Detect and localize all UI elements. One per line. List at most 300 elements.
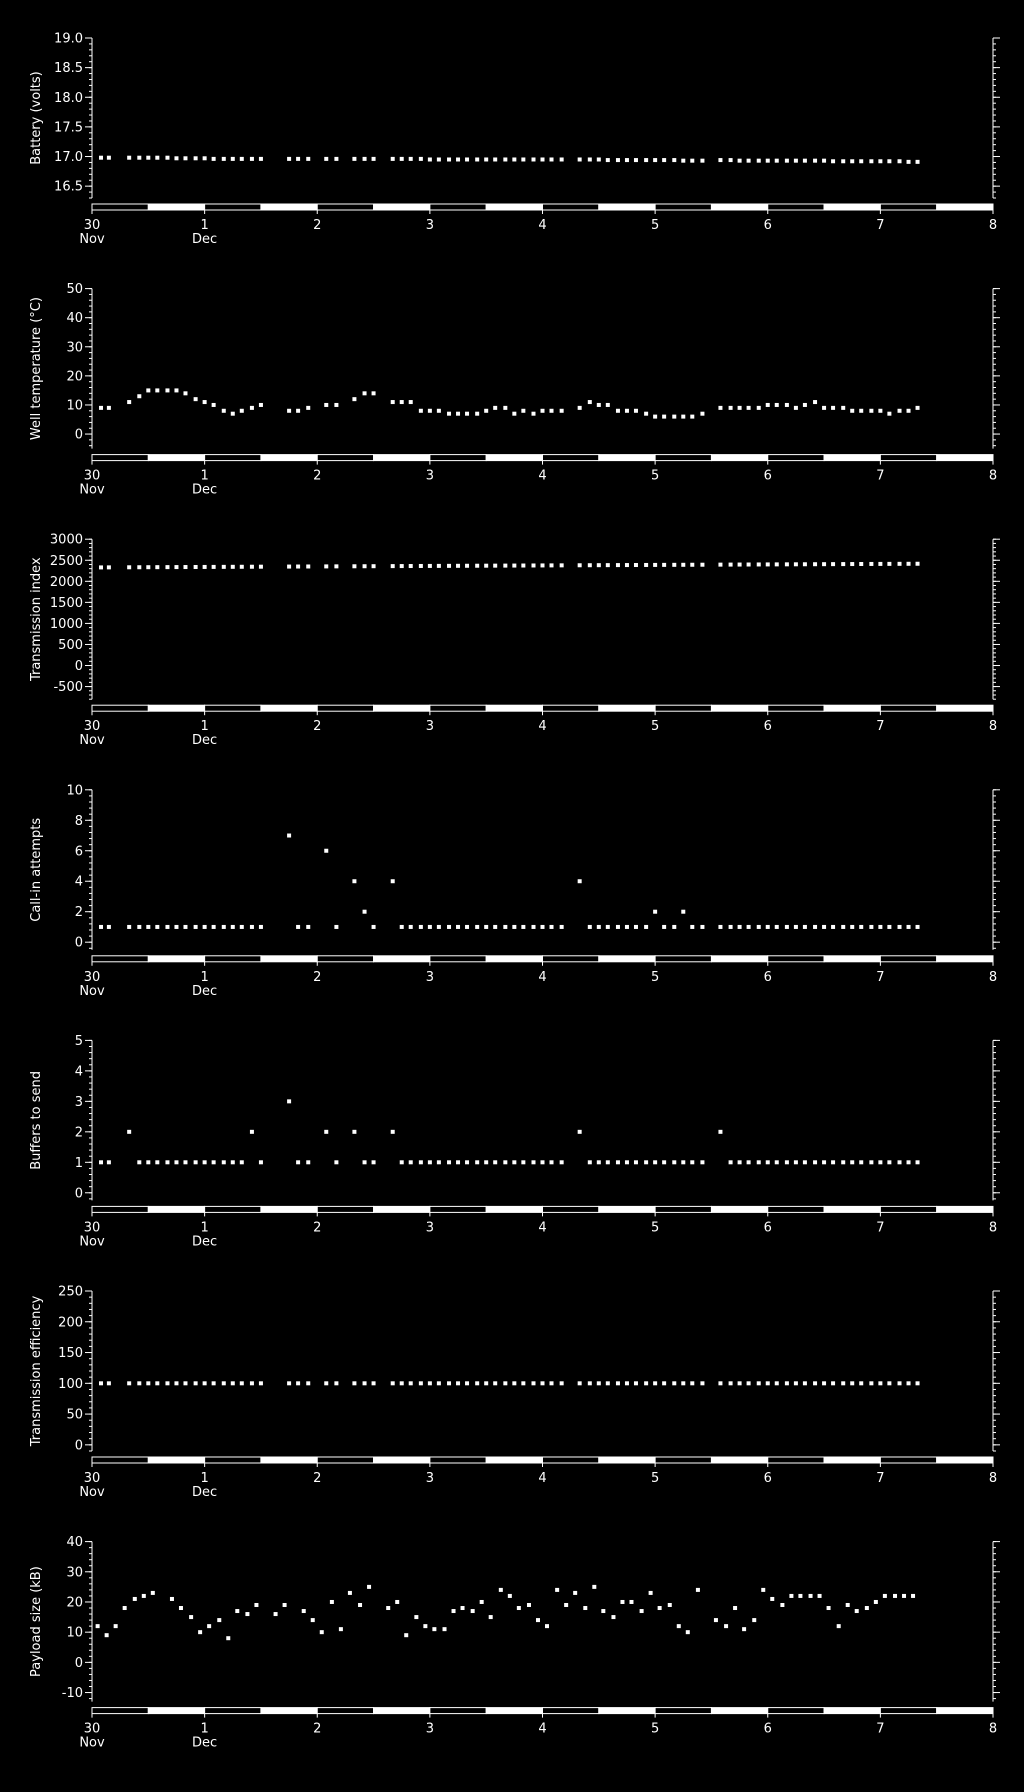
data-point	[616, 1381, 620, 1385]
data-point	[334, 403, 338, 407]
data-point	[887, 412, 891, 416]
data-point	[240, 925, 244, 929]
data-point	[231, 925, 235, 929]
data-point	[194, 925, 198, 929]
x-tick-label: 30	[83, 218, 101, 233]
data-point	[766, 403, 770, 407]
data-point	[296, 157, 300, 161]
data-point	[155, 1160, 159, 1164]
data-point	[475, 412, 479, 416]
data-point	[96, 1624, 100, 1628]
data-point	[352, 1130, 356, 1134]
x-tick-sublabel: Nov	[79, 232, 105, 247]
data-point	[174, 156, 178, 160]
data-point	[447, 1160, 451, 1164]
data-point	[306, 1381, 310, 1385]
y-tick-label: 2500	[49, 553, 83, 569]
data-point	[634, 925, 638, 929]
data-point	[259, 925, 263, 929]
data-point	[330, 1600, 334, 1604]
data-point	[231, 565, 235, 569]
data-point	[183, 1160, 187, 1164]
data-point	[865, 1606, 869, 1610]
time-bar-segment	[543, 705, 599, 711]
data-point	[127, 156, 131, 160]
time-bar-segment	[205, 1206, 261, 1212]
data-point	[465, 1160, 469, 1164]
data-point	[887, 562, 891, 566]
data-point	[747, 159, 751, 163]
data-point	[907, 160, 911, 164]
data-point	[475, 1381, 479, 1385]
data-point	[757, 1381, 761, 1385]
x-tick-label: 6	[763, 1721, 772, 1737]
time-bar-segment	[824, 1206, 880, 1212]
x-tick-sublabel: Nov	[79, 1485, 105, 1500]
data-point	[625, 158, 629, 162]
data-point	[203, 400, 207, 404]
data-point	[212, 925, 216, 929]
data-point	[616, 1160, 620, 1164]
data-point	[578, 406, 582, 410]
x-tick-sublabel: Dec	[192, 733, 218, 749]
time-bar-segment	[599, 705, 655, 711]
data-point	[194, 1160, 198, 1164]
data-point	[324, 849, 328, 853]
time-bar-segment	[374, 1457, 430, 1463]
data-point	[653, 415, 657, 419]
data-point	[259, 565, 263, 569]
data-point	[372, 157, 376, 161]
data-point	[493, 1381, 497, 1385]
y-axis-label: Buffers to send	[29, 1070, 44, 1170]
time-bar-segment	[317, 1457, 373, 1463]
data-point	[850, 1381, 854, 1385]
x-tick-label: 1	[200, 1220, 209, 1236]
x-tick-label: 7	[876, 1220, 885, 1236]
y-tick-label: 0	[74, 1438, 83, 1454]
data-point	[785, 403, 789, 407]
data-point	[578, 563, 582, 567]
data-point	[142, 1594, 146, 1598]
data-point	[170, 1597, 174, 1601]
data-point	[588, 925, 592, 929]
data-point	[198, 1630, 202, 1634]
time-bar-segment	[543, 204, 599, 210]
time-bar-segment	[205, 956, 261, 962]
data-point	[813, 562, 817, 566]
x-tick-label: 4	[538, 719, 547, 735]
time-bar-segment	[430, 1457, 486, 1463]
data-point	[146, 925, 150, 929]
data-point	[606, 563, 610, 567]
time-bar-segment	[486, 455, 542, 461]
x-tick-sublabel: Dec	[192, 1234, 218, 1250]
data-point	[729, 158, 733, 162]
time-bar-segment	[261, 1206, 317, 1212]
data-point	[372, 1381, 376, 1385]
data-point	[761, 1588, 765, 1592]
data-point	[911, 1594, 915, 1598]
data-point	[226, 1636, 230, 1640]
data-point	[465, 412, 469, 416]
data-point	[222, 1381, 226, 1385]
y-tick-label: 200	[58, 1315, 83, 1331]
time-bar-segment	[148, 455, 204, 461]
data-point	[878, 562, 882, 566]
x-tick-label: 8	[988, 719, 998, 735]
y-tick-label: 3000	[49, 532, 83, 548]
y-tick-label: 10	[66, 783, 83, 799]
time-bar-segment	[880, 1708, 936, 1714]
data-point	[137, 1381, 141, 1385]
data-point	[629, 1600, 633, 1604]
data-point	[789, 1594, 793, 1598]
time-bar-segment	[317, 1708, 373, 1714]
data-point	[718, 406, 722, 410]
data-point	[174, 388, 178, 392]
data-point	[597, 403, 601, 407]
data-point	[887, 1160, 891, 1164]
data-point	[550, 1381, 554, 1385]
data-point	[391, 400, 395, 404]
data-point	[503, 925, 507, 929]
time-bar-segment	[374, 956, 430, 962]
data-point	[644, 925, 648, 929]
time-bar-segment	[937, 1457, 993, 1463]
data-point	[437, 157, 441, 161]
x-tick-label: 4	[538, 1471, 547, 1486]
data-point	[287, 834, 291, 838]
data-point	[545, 1624, 549, 1628]
data-point	[512, 1381, 516, 1385]
time-bar-segment	[880, 705, 936, 711]
data-point	[437, 409, 441, 413]
time-bar-segment	[711, 1708, 767, 1714]
x-tick-label: 5	[650, 1721, 660, 1737]
time-bar-segment	[92, 1206, 148, 1212]
data-point	[222, 925, 226, 929]
data-point	[367, 1585, 371, 1589]
x-tick-label: 6	[763, 1471, 772, 1486]
data-point	[794, 562, 798, 566]
x-tick-sublabel: Nov	[79, 1735, 105, 1751]
time-bar-segment	[486, 204, 542, 210]
data-point	[887, 925, 891, 929]
y-tick-label: 30	[66, 1565, 83, 1581]
data-point	[588, 1381, 592, 1385]
data-point	[625, 409, 629, 413]
data-point	[231, 1381, 235, 1385]
data-point	[222, 157, 226, 161]
data-point	[690, 1381, 694, 1385]
x-tick-label: 1	[200, 969, 209, 985]
data-point	[898, 1160, 902, 1164]
data-point	[240, 565, 244, 569]
data-point	[616, 409, 620, 413]
data-point	[898, 1381, 902, 1385]
data-point	[625, 1160, 629, 1164]
data-point	[649, 1591, 653, 1595]
data-point	[757, 1160, 761, 1164]
time-bar-segment	[261, 956, 317, 962]
data-point	[887, 159, 891, 163]
data-point	[573, 1591, 577, 1595]
data-point	[372, 1160, 376, 1164]
data-point	[531, 1160, 535, 1164]
data-point	[428, 157, 432, 161]
data-point	[606, 158, 610, 162]
time-bar-segment	[92, 1457, 148, 1463]
data-point	[183, 565, 187, 569]
y-tick-label: -10	[61, 1686, 83, 1702]
data-point	[831, 159, 835, 163]
data-point	[493, 406, 497, 410]
data-point	[738, 925, 742, 929]
data-point	[597, 1160, 601, 1164]
data-point	[757, 925, 761, 929]
data-point	[822, 406, 826, 410]
data-point	[484, 409, 488, 413]
data-point	[409, 157, 413, 161]
data-point	[137, 925, 141, 929]
data-point	[686, 1630, 690, 1634]
data-point	[831, 1381, 835, 1385]
data-point	[306, 1160, 310, 1164]
data-point	[363, 1160, 367, 1164]
data-point	[729, 563, 733, 567]
data-point	[869, 562, 873, 566]
data-point	[503, 406, 507, 410]
data-point	[841, 406, 845, 410]
data-point	[512, 157, 516, 161]
time-bar-segment	[543, 1457, 599, 1463]
time-bar-segment	[261, 1457, 317, 1463]
data-point	[334, 564, 338, 568]
data-point	[841, 1160, 845, 1164]
data-point	[653, 158, 657, 162]
data-point	[456, 1160, 460, 1164]
x-tick-label: 2	[313, 969, 322, 985]
data-point	[231, 157, 235, 161]
data-point	[578, 1130, 582, 1134]
data-point	[775, 925, 779, 929]
data-point	[114, 1624, 118, 1628]
data-point	[634, 1381, 638, 1385]
data-point	[465, 564, 469, 568]
time-bar-segment	[261, 1708, 317, 1714]
data-point	[541, 1381, 545, 1385]
data-point	[850, 925, 854, 929]
data-point	[324, 157, 328, 161]
time-bar-segment	[261, 705, 317, 711]
data-point	[644, 412, 648, 416]
data-point	[550, 1160, 554, 1164]
data-point	[813, 1381, 817, 1385]
data-point	[625, 1381, 629, 1385]
data-point	[672, 925, 676, 929]
data-point	[690, 1160, 694, 1164]
time-bar-segment	[824, 1457, 880, 1463]
data-point	[437, 1381, 441, 1385]
time-bar-segment	[655, 1457, 711, 1463]
time-bar-segment	[317, 204, 373, 210]
data-point	[250, 565, 254, 569]
data-point	[616, 158, 620, 162]
data-point	[898, 159, 902, 163]
data-point	[893, 1594, 897, 1598]
data-point	[718, 1130, 722, 1134]
time-bar-segment	[768, 705, 824, 711]
data-point	[738, 159, 742, 163]
time-bar-segment	[768, 1457, 824, 1463]
data-point	[898, 562, 902, 566]
data-point	[859, 562, 863, 566]
data-point	[766, 925, 770, 929]
data-point	[194, 156, 198, 160]
data-point	[400, 1381, 404, 1385]
data-point	[869, 1381, 873, 1385]
data-point	[907, 925, 911, 929]
data-point	[363, 391, 367, 395]
data-point	[419, 1160, 423, 1164]
time-bar-segment	[711, 705, 767, 711]
data-point	[883, 1594, 887, 1598]
data-point	[550, 157, 554, 161]
data-point	[859, 1160, 863, 1164]
data-point	[400, 400, 404, 404]
data-point	[133, 1597, 137, 1601]
data-point	[372, 564, 376, 568]
data-point	[775, 403, 779, 407]
data-point	[869, 1160, 873, 1164]
data-point	[283, 1603, 287, 1607]
data-point	[803, 925, 807, 929]
time-bar-segment	[768, 1206, 824, 1212]
y-tick-label: 10	[66, 1625, 83, 1641]
x-tick-label: 5	[650, 719, 660, 735]
data-point	[183, 391, 187, 395]
data-point	[592, 1585, 596, 1589]
data-point	[560, 925, 564, 929]
data-point	[859, 409, 863, 413]
data-point	[653, 910, 657, 914]
data-point	[432, 1627, 436, 1631]
x-tick-label: 4	[538, 468, 547, 484]
x-tick-label: 6	[763, 969, 772, 985]
data-point	[752, 1618, 756, 1622]
data-point	[287, 1099, 291, 1103]
time-bar-segment	[261, 455, 317, 461]
data-point	[419, 1381, 423, 1385]
data-point	[419, 409, 423, 413]
data-point	[165, 1160, 169, 1164]
data-point	[493, 157, 497, 161]
y-tick-label: 10	[66, 398, 83, 414]
data-point	[146, 1381, 150, 1385]
data-point	[404, 1633, 408, 1637]
time-bar-segment	[880, 1457, 936, 1463]
time-bar-segment	[655, 455, 711, 461]
data-point	[813, 159, 817, 163]
data-point	[203, 565, 207, 569]
data-point	[183, 156, 187, 160]
data-point	[588, 157, 592, 161]
data-point	[127, 925, 131, 929]
x-tick-label: 30	[83, 1471, 101, 1486]
y-tick-label: 6	[74, 844, 83, 860]
data-point	[107, 156, 111, 160]
y-tick-label: 4	[74, 874, 83, 890]
time-bar-segment	[880, 204, 936, 210]
data-point	[363, 157, 367, 161]
data-point	[521, 564, 525, 568]
data-point	[794, 159, 798, 163]
data-point	[287, 1381, 291, 1385]
data-point	[386, 1606, 390, 1610]
data-point	[493, 564, 497, 568]
time-bar-segment	[599, 1206, 655, 1212]
data-point	[503, 157, 507, 161]
data-point	[189, 1615, 193, 1619]
time-bar-segment	[486, 705, 542, 711]
data-point	[127, 1381, 131, 1385]
data-point	[155, 156, 159, 160]
data-point	[822, 159, 826, 163]
x-tick-label: 8	[988, 1471, 998, 1486]
data-point	[493, 1160, 497, 1164]
data-point	[747, 1160, 751, 1164]
data-point	[916, 562, 920, 566]
data-point	[775, 159, 779, 163]
time-bar-segment	[599, 1708, 655, 1714]
data-point	[409, 925, 413, 929]
data-point	[644, 158, 648, 162]
data-point	[907, 562, 911, 566]
time-bar-segment	[599, 1457, 655, 1463]
data-point	[521, 925, 525, 929]
x-tick-label: 2	[313, 1220, 322, 1236]
time-bar-segment	[205, 455, 261, 461]
data-point	[718, 563, 722, 567]
data-point	[818, 1594, 822, 1598]
data-point	[99, 925, 103, 929]
x-tick-sublabel: Dec	[192, 482, 218, 498]
data-point	[640, 1609, 644, 1613]
x-tick-label: 6	[763, 719, 772, 735]
data-point	[194, 565, 198, 569]
data-point	[306, 157, 310, 161]
x-tick-label: 5	[650, 969, 660, 985]
data-point	[461, 1606, 465, 1610]
time-bar-segment	[430, 705, 486, 711]
data-point	[785, 1160, 789, 1164]
data-point	[878, 1381, 882, 1385]
y-tick-label: 250	[58, 1284, 83, 1300]
time-bar-segment	[655, 1708, 711, 1714]
data-point	[747, 406, 751, 410]
time-bar-segment	[317, 455, 373, 461]
data-point	[493, 925, 497, 929]
data-point	[155, 388, 159, 392]
data-point	[503, 564, 507, 568]
data-point	[916, 160, 920, 164]
data-point	[831, 925, 835, 929]
data-point	[690, 563, 694, 567]
data-point	[352, 1381, 356, 1385]
y-tick-label: 2	[74, 1125, 83, 1141]
x-tick-label: 1	[200, 1471, 209, 1486]
